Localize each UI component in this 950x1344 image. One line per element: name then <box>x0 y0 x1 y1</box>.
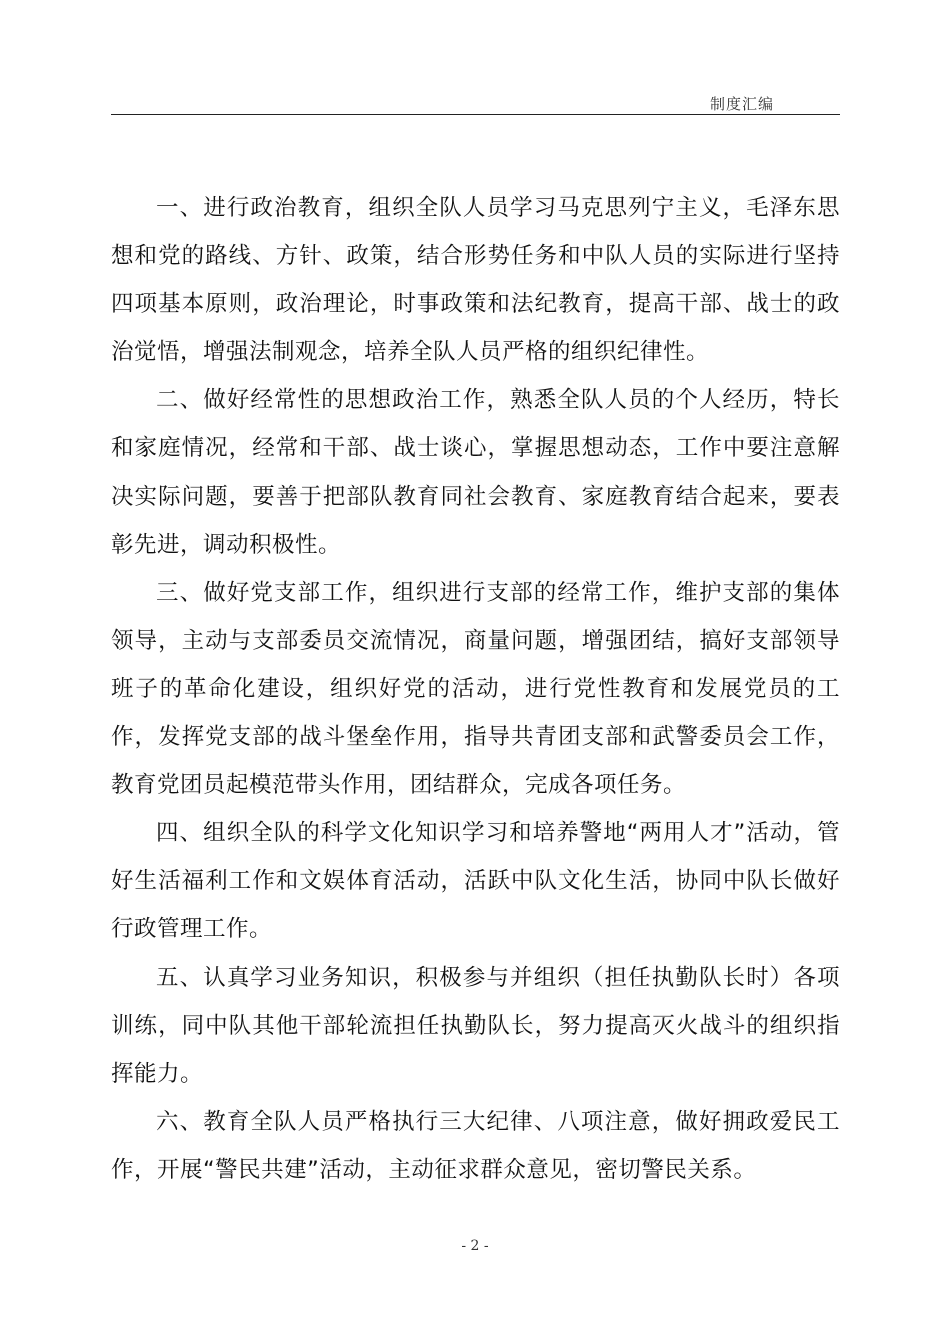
paragraph-1: 一、进行政治教育，组织全队人员学习马克思列宁主义，毛泽东思想和党的路线、方针、政策，结合形势任务和中队人员的实际进行坚持四项基本原则，政治理论，时事政策和法纪教育，提高干部、战士的政治觉悟，增强法制观念，培养全队人员严格的组织纪律性。 <box>111 195 840 366</box>
header-title: 制度汇编 <box>709 95 774 113</box>
page-number: - 2 - <box>461 1238 489 1254</box>
paragraph-4: 四、组织全队的科学文化知识学习和培养警地“两用人才”活动，管好生活福利工作和文娱体育活动，活跃中队文化生活，协同中队长做好行政管理工作。 <box>111 820 840 943</box>
paragraph-5: 五、认真学习业务知识，积极参与并组织（担任执勤队长时）各项训练，同中队其他干部轮流担任执勤队长，努力提高灭火战斗的组织指挥能力。 <box>111 964 840 1087</box>
paragraph-2: 二、做好经常性的思想政治工作，熟悉全队人员的个人经历，特长和家庭情况，经常和干部、战士谈心，掌握思想动态，工作中要注意解决实际问题，要善于把部队教育同社会教育、家庭教育结合起来，要表彰先进，调动积极性。 <box>111 387 840 558</box>
paragraph-6: 六、教育全队人员严格执行三大纪律、八项注意，做好拥政爱民工作，开展“警民共建”活动，主动征求群众意见，密切警民关系。 <box>111 1108 840 1183</box>
paragraph-3: 三、做好党支部工作，组织进行支部的经常工作，维护支部的集体领导，主动与支部委员交流情况，商量问题，增强团结，搞好支部领导班子的革命化建设，组织好党的活动，进行党性教育和发展党员的工作，发挥党支部的战斗堡垒作用，指导共青团支部和武警委员会工作，教育党团员起模范带头作用，团结群众，完成各项任务。 <box>111 579 840 799</box>
document-body <box>111 184 840 1194</box>
header-divider <box>111 114 840 115</box>
